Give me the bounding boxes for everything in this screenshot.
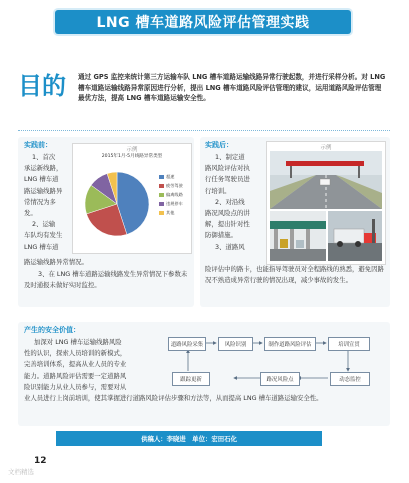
before-line: 承运新线路， xyxy=(24,164,63,173)
safety-text-tail: 业人员进行上岗前培训，使其掌握进行道路风险评估步骤和方法等，从而提高 LNG 槽车道路运输安全性。 xyxy=(24,394,323,402)
safety-line: 能力。道路风险评估需要一定道路风 xyxy=(24,371,127,380)
legend-item xyxy=(159,192,183,198)
after-line: 路况风险点的讲 xyxy=(205,209,250,218)
legend-swatch xyxy=(159,184,164,188)
flow-step-monitor: 动态监控 xyxy=(330,372,370,386)
watermark: 文档精选 xyxy=(8,468,34,476)
highway-photo-graphic xyxy=(270,151,382,209)
legend-swatch xyxy=(159,202,164,206)
tollgate-photo xyxy=(270,211,326,261)
before-line: 2、运输 xyxy=(32,220,56,229)
after-text-column xyxy=(205,152,263,253)
flow-step-update: 跟踪更新 xyxy=(172,372,210,386)
contributor-bar xyxy=(56,431,322,446)
after-line: 解，提出针对性 xyxy=(205,220,250,229)
purpose-text: 通过 GPS 监控来统计第三方运输车队 LNG 槽车道路运输线路异常行驶起数，并进行采样分析。对 LNG 槽车道路运输线路异常原因进行分析，提出 LNG 槽车道路风险评估管理的建议，运用道路风险评估管理最优方法，提高 LNG 槽车道路运输安全性。 xyxy=(78,73,386,102)
flow-step-training: 培训宣贯 xyxy=(328,337,370,351)
highway-photo xyxy=(270,151,382,209)
before-line: 路运输线路异 xyxy=(24,186,63,195)
before-heading: 实践前： xyxy=(24,141,52,149)
after-line: 3、道路风 xyxy=(215,242,245,251)
legend-swatch xyxy=(159,193,164,197)
legend-label: 超速 xyxy=(166,174,175,179)
legend-label: 疲劳驾驶 xyxy=(166,183,183,188)
after-bottom-text: 险评估中的路卡，也能指导驾驶员对全程路线的熟悉，避免因路况不熟造成异常行驶的情况出现，减少事故的发生。 xyxy=(205,265,384,285)
after-line: 防御措施。 xyxy=(205,231,237,240)
page-number: 12 xyxy=(34,456,47,466)
legend-swatch xyxy=(159,175,164,179)
legend-item xyxy=(159,183,183,189)
divider xyxy=(18,130,390,131)
tollgate-photo-graphic xyxy=(270,211,326,261)
pie-chart xyxy=(77,164,157,244)
after-line: 2、对沿线 xyxy=(215,197,245,206)
before-chart-image xyxy=(72,143,192,254)
before-line: LNG 槽车道 xyxy=(24,242,59,251)
purpose-label: 目的 xyxy=(18,72,66,100)
after-line: 路风险评估对执 xyxy=(205,164,250,173)
legend-label: 违规停车 xyxy=(166,201,183,206)
inspection-photo-graphic xyxy=(328,211,382,261)
before-line: 1、首次 xyxy=(32,153,56,161)
after-line: 行任务驾驶员进 xyxy=(205,175,250,184)
after-heading: 实践后： xyxy=(205,141,233,149)
inspection-photo xyxy=(328,211,382,261)
chart-title: 2015年1月-5月线路异常类型 xyxy=(101,154,163,159)
flow-step-collect: 道路风险采集 xyxy=(168,337,206,351)
after-line: 行培训。 xyxy=(205,186,231,195)
flow-step-riskpoints: 路况风险点 xyxy=(260,372,300,386)
title-banner xyxy=(55,10,351,34)
after-line: 1、制定道 xyxy=(215,153,245,161)
before-line: 车队均有发生 xyxy=(24,231,63,240)
safety-line: 性的认识，探索人员培训的新模式， xyxy=(24,349,127,358)
flow-step-assess: 制作道路风险评估 xyxy=(264,337,316,351)
before-text-column xyxy=(24,152,70,253)
contributor-text: 供稿人：李晓进 单位：宏田石化 xyxy=(141,435,237,443)
before-line: 路运输线路异常情况。 xyxy=(24,258,88,266)
safety-line: 险识别能力从业人员参与，需要对从 xyxy=(24,382,127,391)
safety-line: 加深对 LNG 槽车运输线路风险 xyxy=(34,338,122,346)
legend-item xyxy=(159,201,183,207)
flow-step-identify: 风险识别 xyxy=(218,337,253,351)
image-caption: 示例 xyxy=(320,145,332,151)
before-line: LNG 槽车道 xyxy=(24,175,59,184)
chart-legend xyxy=(159,174,183,216)
image-caption: 示例 xyxy=(126,147,138,153)
legend-label: 偏离线路 xyxy=(166,192,183,197)
before-bottom-text: 3、在 LNG 槽车道路运输线路发生异常情况下参数未及时通报未做好实时监控。 xyxy=(24,270,188,290)
legend-label: 其他 xyxy=(166,210,175,215)
safety-line: 完善培训体系，提高从业人员的专业 xyxy=(24,360,127,369)
before-line: 常情况为多 xyxy=(24,197,56,206)
safety-heading: 产生的安全价值： xyxy=(24,326,80,334)
legend-item xyxy=(159,174,183,180)
safety-text-column xyxy=(24,337,164,393)
legend-item xyxy=(159,210,183,216)
legend-swatch xyxy=(159,211,164,215)
after-photo-frame xyxy=(266,141,386,265)
page-title: LNG 槽车道路风险评估管理实践 xyxy=(96,15,310,31)
process-flow-diagram xyxy=(168,333,388,391)
before-line: 发。 xyxy=(24,209,37,218)
